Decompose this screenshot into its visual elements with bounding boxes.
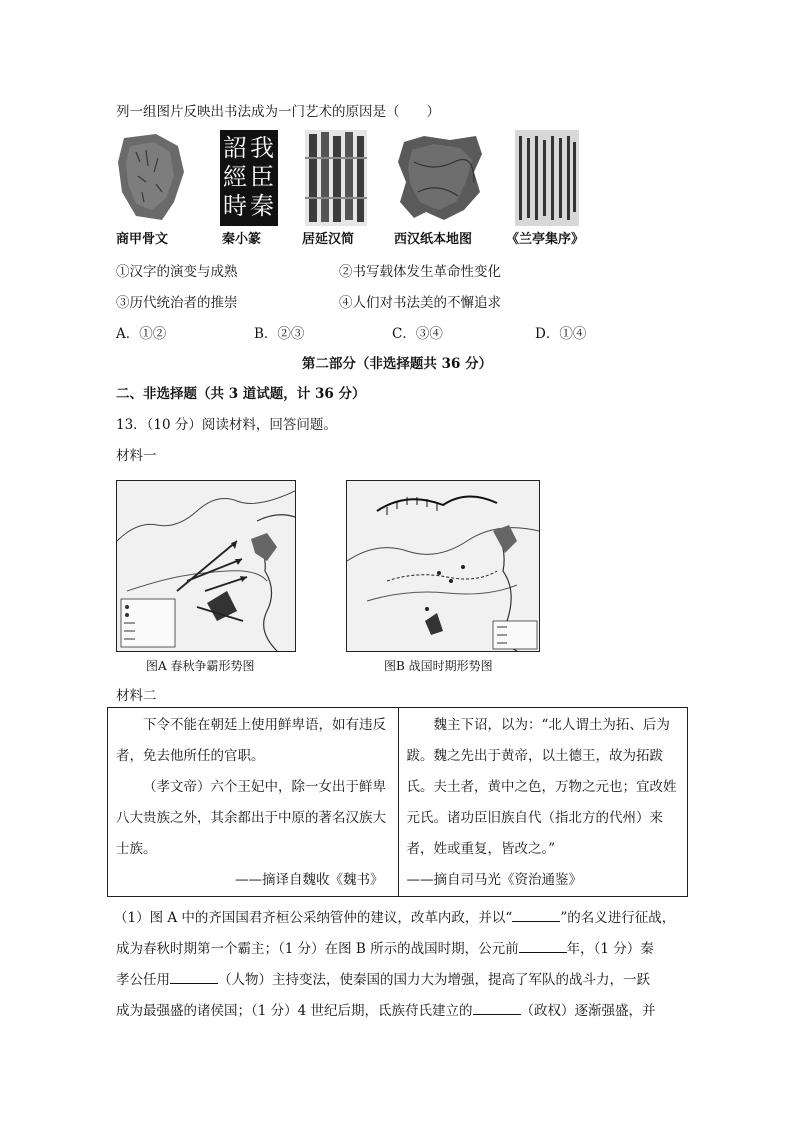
option-b[interactable]: B．②③ <box>254 326 305 342</box>
caption-paper-map: 西汉纸本地图 <box>394 232 473 247</box>
q1-line-2: 成为春秋时期第一个霸主；（1 分）在图 B 所示的战国时期，公元前 年，（1 分）秦 <box>116 941 654 957</box>
left-paragraph-1: 下令不能在朝廷上使用鲜卑语，如有违反者，免去他所任的官职。 <box>116 717 386 764</box>
part-2-heading: 第二部分（非选择题共 36 分） <box>301 356 493 372</box>
q1-line-3: 孝公任用 （人物）主持变法，使秦国的国力大为增强，提高了军队的战斗力，一跃 <box>116 972 650 988</box>
option-d[interactable]: D．①④ <box>535 326 587 342</box>
right-paragraph: 魏主下诏，以为：“北人谓土为拓、后为跋。魏之先出于黄帝，以土德王，故为拓跋氏。夫土者，黄中之色，万物之元也；宜改姓元氏。诸功臣旧族自代（指北方的代州）来者，姓或重复，皆改之。” <box>406 717 677 857</box>
statement-4: ④人们对书法美的不懈追求 <box>339 295 501 311</box>
material-2-label: 材料二 <box>116 688 157 704</box>
q1-line-4: 成为最强盛的诸侯国；（1 分）4 世纪后期，氐族苻氏建立的 （政权）逐渐强盛，并 <box>116 1003 656 1019</box>
section-heading: 二、非选择题（共 3 道试题，计 36 分） <box>116 386 366 402</box>
material-2-table <box>107 707 688 897</box>
answer-blank-4[interactable] <box>473 1002 521 1015</box>
paper-map-icon <box>394 132 486 224</box>
question-13-intro: 13．（10 分）阅读材料，回答问题。 <box>116 417 337 433</box>
answer-blank-2[interactable] <box>519 940 567 953</box>
left-source: ——摘译自魏收《魏书》 <box>235 872 384 888</box>
statement-2: ②书写载体发生革命性变化 <box>339 264 501 280</box>
material-1-label: 材料一 <box>116 448 157 464</box>
oracle-bone-icon <box>116 132 186 224</box>
right-source: ——摘自司马光《资治通鉴》 <box>406 872 582 888</box>
statement-1: ①汉字的演变与成熟 <box>116 264 238 280</box>
caption-oracle-bone: 商甲骨文 <box>116 232 169 247</box>
map-a-spring-autumn <box>116 480 296 652</box>
material-2-left-cell <box>108 708 399 897</box>
caption-seal-script: 秦小篆 <box>222 232 262 247</box>
material-2-right-cell <box>398 708 688 897</box>
answer-blank-1[interactable] <box>512 909 560 922</box>
bamboo-slips-icon <box>305 130 367 226</box>
caption-bamboo-slips: 居延汉简 <box>302 232 355 247</box>
option-c[interactable]: C．③④ <box>392 326 443 342</box>
map-b-caption: 图B 战国时期形势图 <box>384 659 493 673</box>
caption-lanting-scroll: 《兰亭集序》 <box>506 232 585 247</box>
left-paragraph-2: （孝文帝）六个王妃中，除一女出于鲜卑八大贵族之外，其余都出于中原的著名汉族大士族。 <box>116 779 386 857</box>
map-a-caption: 图A 春秋争霸形势图 <box>146 659 255 673</box>
map-b-warring-states <box>346 480 540 652</box>
statement-3: ③历代统治者的推崇 <box>116 295 238 311</box>
option-a[interactable]: A．①② <box>116 326 167 342</box>
seal-script-icon: 我 臣 秦 詔 經 時 <box>220 130 278 226</box>
calligraphy-scroll-icon <box>515 130 579 226</box>
q1-line-1: （1）图 A 中的齐国国君齐桓公采纳管仲的建议，改革内政，并以“ ”的名义进行征战， <box>114 910 676 926</box>
question-12-stem: 列一组图片反映出书法成为一门艺术的原因是（ ） <box>116 104 440 120</box>
answer-blank-3[interactable] <box>170 971 218 984</box>
